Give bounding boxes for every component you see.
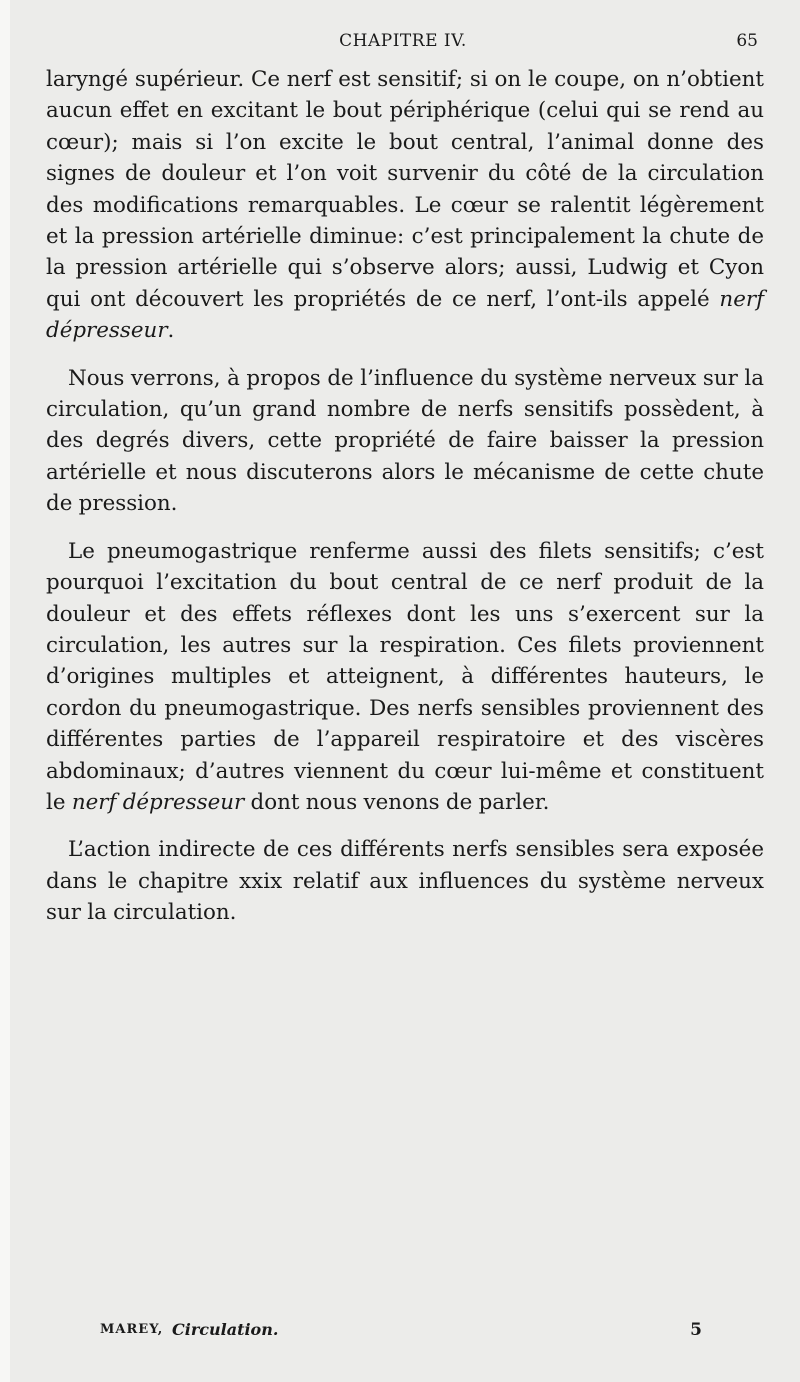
paragraph-1-text: laryngé supérieur. Ce nerf est sensitif; si on le coupe, on n’obtient aucun effet en excitant le bout périphérique (celui qui se rend au cœur); mais si l’on excite le bout central, l’animal donne des signes de douleur et l’on voit survenir du côté de la circulation des modifications remarquables. Le cœur se ralentit légèrement et la pression artérielle diminue: c’est principalement la chute de la pression artérielle qui s’observe alors; aussi, Ludwig et Cyon qui ont découvert les propriétés de ce nerf, l’ont-ils appelé bbox=[46, 67, 764, 312]
paragraph-2-text: Nous verrons, à propos de l’influence du système nerveux sur la circulation, qu’un grand nombre de nerfs sensitifs possèdent, à des degrés divers, cette propriété de faire baisser la pression artérielle et nous discuterons alors le mécanisme de cette chute de pression. bbox=[46, 365, 764, 517]
chapter-title: CHAPITRE IV. bbox=[339, 31, 467, 51]
paragraph-1-tail: . bbox=[167, 318, 175, 344]
paragraph-3-tail: dont nous venons de parler. bbox=[244, 789, 550, 815]
running-header bbox=[48, 31, 758, 59]
paragraph-3-text: Le pneumogastrique renferme aussi des filets sensitifs; c’est pourquoi l’excitation du bout central de ce nerf produit de la douleur et des effets réflexes dont les uns s’exercent sur la circulation, les autres sur la respiration. Ces filets proviennent d’origines multiples et atteignent, à différentes hauteurs, le cordon du pneumogastrique. Des nerfs sensibles proviennent des différentes parties de l’appareil respiratoire et des viscères abdominaux; d’autres viennent du cœur lui-même et constituent le bbox=[46, 538, 764, 815]
paragraph-2 bbox=[46, 363, 764, 520]
paragraph-4 bbox=[46, 834, 764, 928]
paragraph-1-emphasis: nerf dépresseur bbox=[46, 286, 764, 344]
signature-title: Circulation. bbox=[172, 1320, 279, 1339]
page-number: 65 bbox=[736, 31, 758, 51]
paragraph-1 bbox=[46, 64, 764, 347]
signature-number: 5 bbox=[690, 1320, 702, 1340]
paragraph-4-text: L’action indirecte de ces différents nerfs sensibles sera exposée dans le chapitre xxix relatif aux influences du système nerveux sur la circulation. bbox=[46, 837, 764, 926]
body-text bbox=[46, 64, 764, 945]
paragraph-3-emphasis: nerf dépresseur bbox=[71, 789, 245, 815]
signature-line bbox=[100, 1322, 702, 1346]
signature-author: MAREY, bbox=[100, 1322, 164, 1337]
paragraph-3 bbox=[46, 536, 764, 819]
page-edge bbox=[0, 0, 10, 1382]
